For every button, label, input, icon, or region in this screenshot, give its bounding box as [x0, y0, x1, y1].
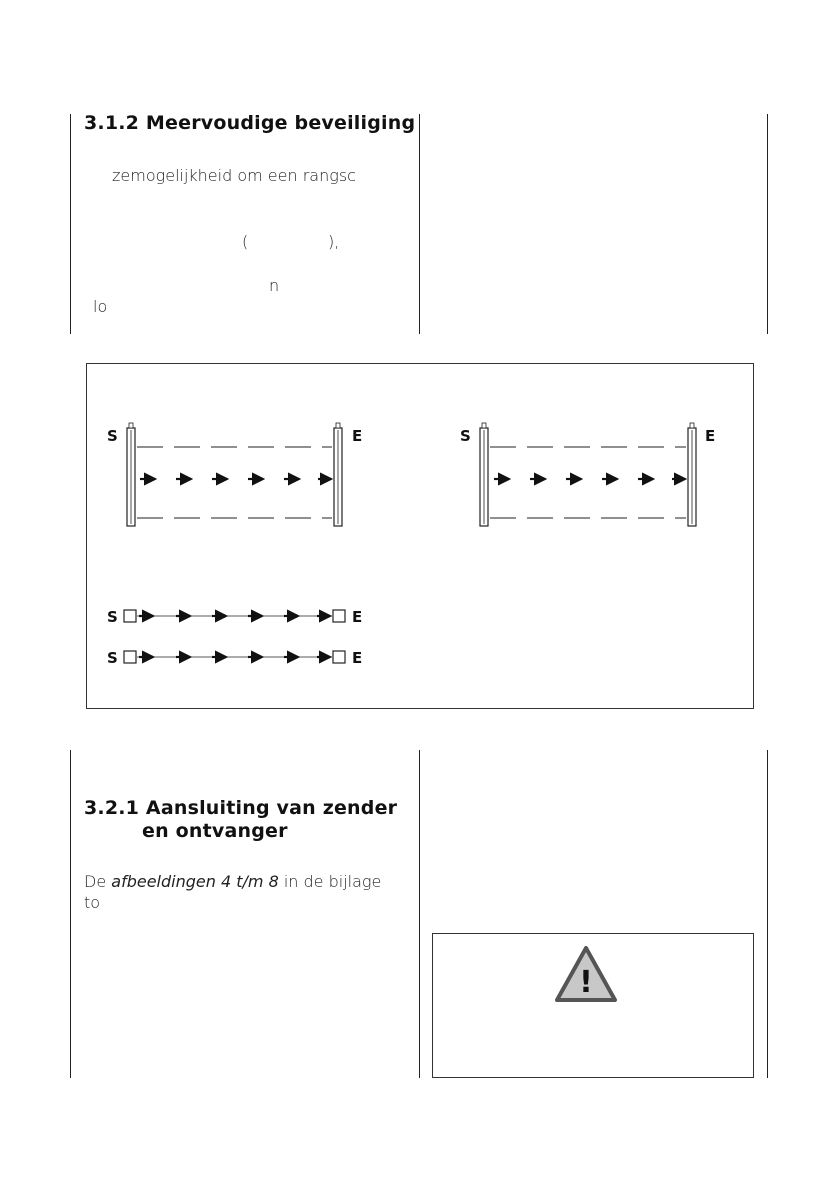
body-paragraph-line-2: to	[84, 893, 101, 912]
protection-field-left	[137, 447, 332, 518]
single-beam-row-1	[124, 610, 345, 622]
body-text-paren-close: ),	[328, 232, 340, 251]
section-heading-3-1-2: 3.1.2 Meervoudige beveiliging	[84, 112, 416, 134]
sender-label-top-right: S	[460, 427, 471, 445]
body-text-line-4: lo	[93, 297, 108, 316]
receiver-label-row-2: E	[352, 649, 363, 667]
figure-reference: afbeeldingen 4 t/m 8	[111, 872, 279, 891]
section-heading-3-2-1-line-2: en ontvanger	[142, 820, 288, 842]
receiver-label-row-1: E	[352, 608, 363, 626]
warning-symbol: !	[579, 965, 593, 1000]
receiver-label-top-right: E	[705, 427, 716, 445]
sender-label-top-left: S	[107, 427, 118, 445]
receiver-light-curtain-left	[334, 423, 342, 526]
body-text-paren-open: (	[242, 232, 249, 251]
receiver-label-top-left: E	[352, 427, 363, 445]
body-text-line-3: n	[269, 276, 280, 295]
section-heading-3-2-1-line-1: 3.2.1 Aansluiting van zender	[84, 797, 398, 819]
body-text-line-1: zemogelijkheid om een rangsc	[112, 166, 356, 185]
single-beam-row-2	[124, 651, 345, 663]
sender-light-curtain-right	[480, 423, 488, 526]
warning-triangle-icon	[553, 944, 619, 1004]
body-paragraph-line-1	[84, 872, 381, 891]
sender-label-row-2: S	[107, 649, 118, 667]
receiver-light-curtain-right	[688, 423, 696, 526]
body-suffix: in de bijlage	[283, 872, 382, 891]
sender-label-row-1: S	[107, 608, 118, 626]
sender-light-curtain-left	[127, 423, 135, 526]
warning-box	[432, 933, 754, 1078]
body-prefix: De	[84, 872, 107, 891]
protection-field-right	[490, 447, 686, 518]
